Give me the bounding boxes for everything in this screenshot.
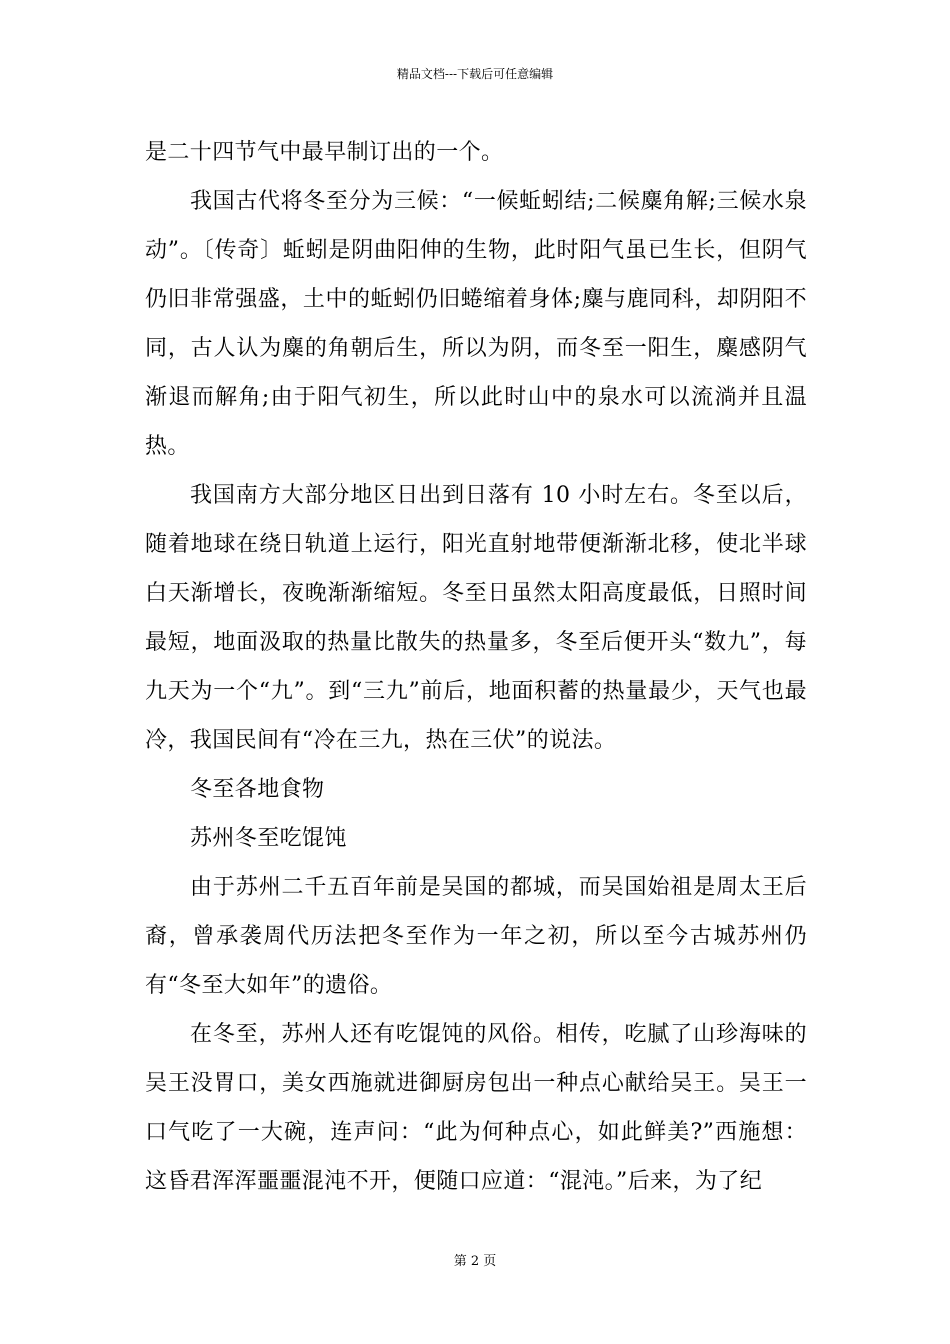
- paragraph-5: 在冬至，苏州人还有吃馄饨的风俗。相传，吃腻了山珍海味的吴王没胃口，美女西施就进御厨房包出一种点心献给吴王。吴王一口气吃了一大碗，连声问：“此为何种点心，如此鲜美?”西施想：这昏君浑浑噩噩混沌不开，便随口应道：“混沌。”后来，为了纪: [145, 1022, 807, 1194]
- section-heading: 冬至各地食物: [190, 777, 325, 802]
- document-body: [145, 128, 807, 1206]
- page-header: 精品文档---下载后可任意编辑: [396, 67, 554, 81]
- subsection-heading: 苏州冬至吃馄饨: [190, 826, 347, 851]
- paragraph-4: 由于苏州二千五百年前是吴国的都城，而吴国始祖是周太王后裔，曾承袭周代历法把冬至作为一年之初，所以至今古城苏州仍有“冬至大如年”的遗俗。: [145, 875, 807, 998]
- paragraph-1: 是二十四节气中最早制订出的一个。: [145, 140, 504, 165]
- paragraph-3: 我国南方大部分地区日出到日落有 10 小时左右。冬至以后，随着地球在绕日轨道上运行，阳光直射地带便渐渐北移，使北半球白天渐增长，夜晚渐渐缩短。冬至日虽然太阳高度最低，日照时间最短，地面汲取的热量比散失的热量多，冬至后便开头“数九”，每九天为一个“九”。到“三九”前后，地面积蓄的热量最少，天气也最冷，我国民间有“冷在三九，热在三伏”的说法。: [145, 483, 807, 753]
- paragraph-2: 我国古代将冬至分为三候：“一候蚯蚓结;二候麋角解;三候水泉动”。〔传奇〕蚯蚓是阴曲阳伸的生物，此时阳气虽已生长，但阴气仍旧非常强盛，土中的蚯蚓仍旧蜷缩着身体;麋与鹿同科，却阴阳不同，古人认为麋的角朝后生，所以为阴，而冬至一阳生，麋感阴气渐退而解角;由于阳气初生，所以此时山中的泉水可以流淌并且温热。: [145, 189, 807, 459]
- page-number: 第 2 页: [453, 1254, 497, 1269]
